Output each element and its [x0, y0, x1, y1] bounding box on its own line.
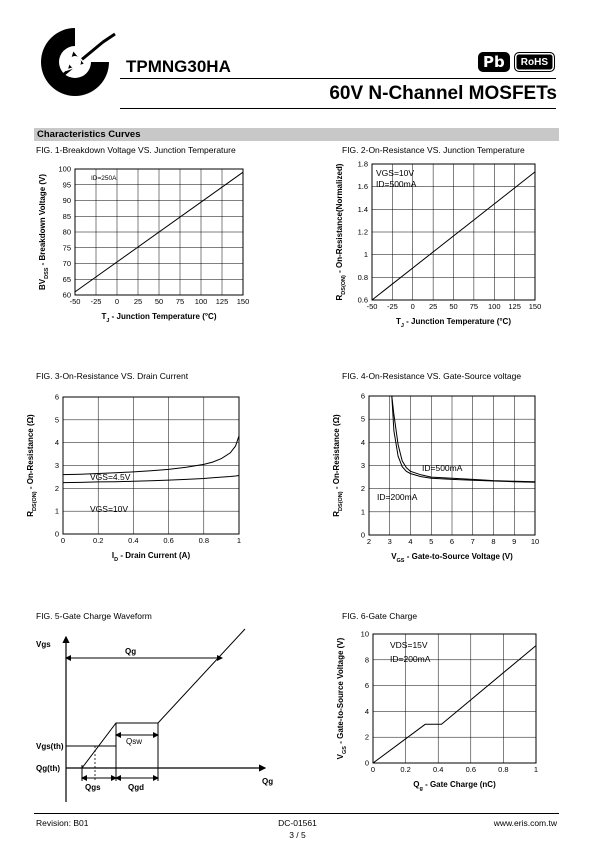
rohs-badge: RoHS [514, 52, 555, 72]
fig2-xtick-label: -50 [366, 302, 378, 311]
fig1-xtick-label: -50 [69, 297, 81, 306]
fig5-qgd-label: Qgd [128, 783, 144, 792]
fig3-xtick-label: 0.6 [163, 536, 174, 545]
fig6-annotation-vds: VDS=15V [390, 640, 428, 650]
fig6-ytick-label: 0 [364, 758, 369, 768]
section-heading: Characteristics Curves [34, 128, 559, 141]
fig1-xtick-label: -25 [90, 297, 102, 306]
fig1-ytick-label: 60 [62, 290, 71, 300]
fig2-ytick-label: 1.6 [357, 182, 368, 192]
fig4-series-label-200ma: ID=200mA [377, 492, 418, 502]
fig3-xtick-label: 0.2 [92, 536, 104, 545]
fig5-qg-th-label: Qg(th) [36, 764, 60, 773]
fig5-vgs-label: Vgs [36, 640, 51, 649]
fig1-ytick-label: 80 [62, 227, 71, 237]
fig2-xtick-label: -25 [386, 302, 398, 311]
fig4-title: FIG. 4-On-Resistance VS. Gate-Source voltage [342, 371, 522, 381]
fig2-ytick-label: 0.8 [357, 272, 368, 282]
fig5-gate-charge-waveform [30, 625, 290, 810]
fig4-xlabel: $V_{GS}$ - Gate-to-Source Voltage (V) [391, 552, 513, 564]
fig4-ytick-label: 2 [360, 484, 365, 494]
fig1-ylabel: $BV_{DSS}$ - Breakdown Voltage (V) [38, 173, 50, 291]
fig3-ytick-label: 5 [54, 415, 59, 425]
fig1-ytick-label: 85 [62, 211, 71, 221]
fig2-annotation-vgs: VGS=10V [376, 168, 415, 178]
fig5-qg-axis-label: Qg [262, 777, 274, 786]
fig4-ytick-label: 5 [360, 414, 365, 424]
fig1-title: FIG. 1-Breakdown Voltage VS. Junction Temperature [36, 145, 236, 155]
fig3-xtick-label: 0.8 [198, 536, 210, 545]
document-title: 60V N-Channel MOSFETs [329, 83, 557, 104]
fig3-ytick-label: 3 [54, 461, 59, 470]
fig3-xtick-label: 0 [60, 536, 66, 545]
fig3-series-line-1 [63, 436, 239, 475]
fig4-ytick-label: 6 [360, 391, 365, 401]
fig2-ytick-label: 0.6 [357, 295, 368, 305]
fig3-series-label-4.5v: VGS=4.5V [90, 472, 131, 482]
footer-doc-number: DC-01561 [278, 818, 317, 828]
footer-page: 3 / 5 [289, 830, 306, 840]
fig2-ytick-label: 1.2 [357, 227, 368, 237]
fig2-xtick-label: 125 [508, 302, 521, 311]
fig1-xtick-label: 0 [114, 297, 120, 306]
fig5-title: FIG. 5-Gate Charge Waveform [36, 611, 152, 621]
footer-rule [34, 813, 559, 814]
fig6-ylabel: $V_{GS}$ - Gate-to-Source Voltage (V) [336, 637, 348, 760]
fig3-ylabel: $R_{DS(ON)}$ - On-Resistance (Ω) [26, 414, 38, 517]
fig2-xtick-label: 0 [410, 302, 415, 311]
fig4-xtick-label: 2 [366, 537, 372, 546]
fig6-xtick-label: 0.8 [498, 765, 509, 774]
footer-website: www.eris.com.tw [493, 818, 557, 828]
fig4-ytick-label: 4 [360, 437, 365, 447]
fig1-ytick-label: 75 [62, 243, 71, 253]
fig1-xtick-label: 50 [154, 297, 164, 306]
fig6-ytick-label: 10 [360, 629, 369, 639]
fig4-xtick-label: 5 [429, 537, 434, 546]
fig5-qgs-label: Qgs [85, 783, 101, 792]
fig2-ylabel: $R_{DS(ON)}$ - On-Resistance(Normalized) [335, 163, 347, 301]
fig2-annotation-id: ID=500mA [376, 179, 417, 189]
fig2-xtick-label: 50 [449, 302, 458, 311]
fig1-ytick-label: 70 [62, 259, 71, 268]
fig4-series-line-1 [392, 396, 535, 482]
fig3-ytick-label: 6 [54, 392, 59, 402]
fig5-vgs-th-label: Vgs(th) [36, 742, 64, 751]
fig3-xtick-label: 1 [236, 536, 242, 545]
pb-free-badge: Pb [478, 52, 510, 72]
fig2-ytick-label: 1.8 [357, 159, 368, 169]
fig4-series-line-2 [392, 396, 535, 482]
fig6-ytick-label: 2 [364, 732, 369, 742]
fig5-qsw-label: Qsw [126, 737, 142, 746]
fig5-waveform [82, 629, 245, 768]
fig1-xtick-label: 25 [133, 297, 143, 306]
fig4-xtick-label: 7 [470, 537, 475, 546]
fig3-xtick-label: 0.4 [128, 536, 139, 545]
fig1-xtick-label: 100 [194, 297, 208, 306]
fig2-title: FIG. 2-On-Resistance VS. Junction Temperature [342, 145, 525, 155]
fig6-annotation-id: ID=200mA [390, 654, 431, 664]
fig1-xtick-label: 150 [236, 297, 250, 306]
fig3-ytick-label: 2 [54, 483, 59, 493]
fig1-ytick-label: 90 [62, 196, 71, 205]
fig6-xlabel: $Q_g$ - Gate Charge (nC) [413, 780, 496, 792]
fig3-ytick-label: 0 [54, 529, 59, 539]
fig4-series-label-500ma: ID=500mA [422, 463, 463, 473]
fig3-series-label-10v: VGS=10V [90, 504, 129, 514]
fig4-xtick-label: 6 [449, 537, 455, 546]
fig2-ytick-label: 1 [363, 250, 368, 260]
fig6-xtick-label: 0.6 [465, 765, 477, 774]
fig6-xtick-label: 0.2 [400, 765, 411, 774]
fig6-xtick-label: 0 [370, 765, 376, 774]
fig2-ytick-label: 1.4 [357, 204, 368, 214]
fig4-ytick-label: 0 [360, 530, 365, 540]
fig6-xtick-label: 0.4 [432, 765, 444, 774]
fig4-xtick-label: 8 [491, 537, 496, 546]
fig3-title: FIG. 3-On-Resistance VS. Drain Current [36, 371, 189, 381]
fig1-annotation: ID=250A [91, 175, 117, 182]
fig6-xtick-label: 1 [533, 765, 539, 774]
fig2-xtick-label: 150 [528, 302, 542, 311]
fig2-xlabel: $T_J$ - Junction Temperature (°C) [395, 317, 512, 329]
fig4-ylabel: $R_{DS(ON)}$ - On-Resistance (Ω) [332, 414, 344, 517]
fig6-ytick-label: 8 [364, 655, 369, 665]
fig1-xtick-label: 125 [215, 297, 229, 306]
fig3-ytick-label: 4 [54, 438, 59, 448]
fig1-ytick-label: 65 [62, 274, 71, 284]
fig4-xtick-label: 3 [387, 537, 392, 546]
fig3-xlabel: $I_D$ - Drain Current (A) [111, 551, 191, 563]
fig6-ytick-label: 6 [364, 681, 369, 691]
fig2-xtick-label: 25 [428, 302, 438, 311]
fig1-xlabel: $T_J$ - Junction Temperature (°C) [101, 312, 217, 324]
fig1-xtick-label: 75 [175, 297, 185, 306]
fig4-ytick-label: 1 [360, 507, 365, 517]
fig2-xtick-label: 75 [469, 302, 479, 311]
fig1-ytick-label: 100 [58, 164, 71, 174]
footer-revision: Revision: B01 [36, 818, 89, 828]
fig4-xtick-label: 9 [512, 537, 517, 546]
fig4-ytick-label: 3 [360, 461, 365, 470]
fig1-ytick-label: 95 [62, 180, 71, 190]
fig6-title: FIG. 6-Gate Charge [342, 611, 418, 621]
fig4-xtick-label: 10 [530, 537, 540, 546]
part-number: TPMNG30HA [126, 57, 231, 76]
fig5-qg-top-label: Qg [125, 647, 137, 656]
fig2-xtick-label: 100 [487, 302, 501, 311]
fig3-ytick-label: 1 [54, 506, 59, 516]
fig6-ytick-label: 4 [364, 706, 369, 716]
fig4-xtick-label: 4 [408, 537, 413, 546]
